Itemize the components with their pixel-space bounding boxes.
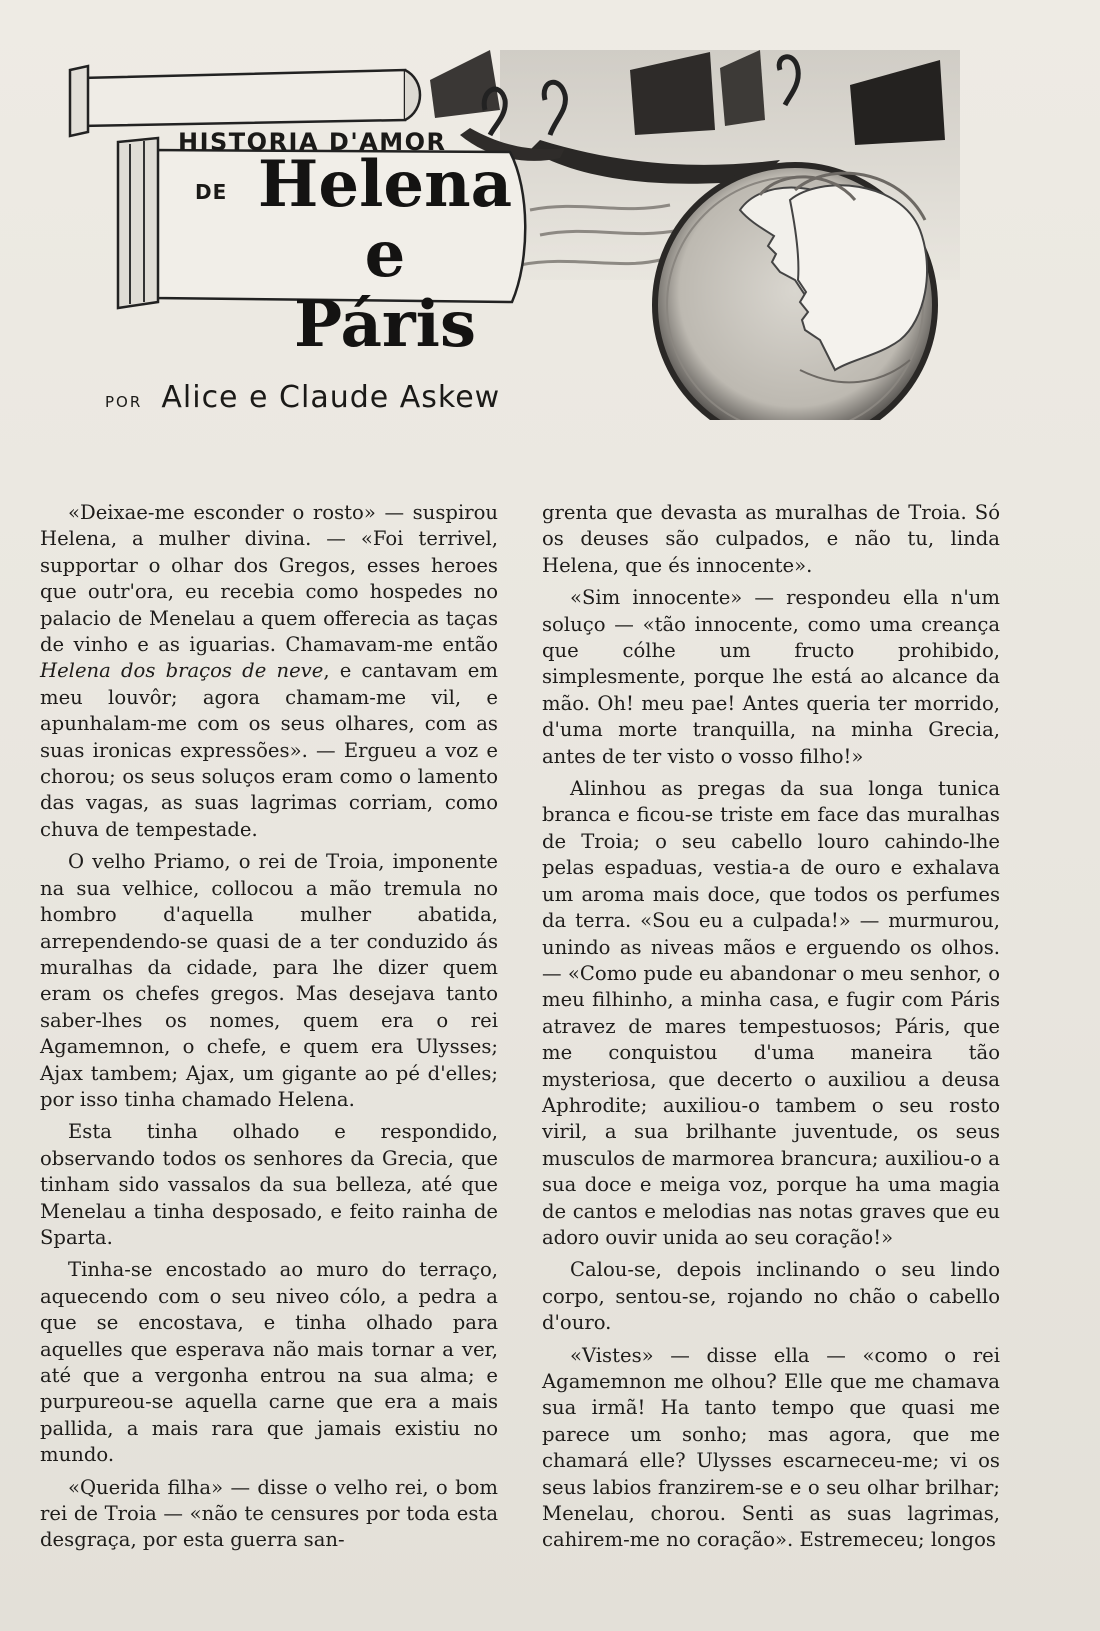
left-column <box>40 500 498 1554</box>
header-illustration <box>60 40 980 420</box>
byline-authors: Alice e Claude Askew <box>161 380 501 415</box>
paragraph-text: , e cantavam em meu louvôr; agora chamam-me vil, e apunhalam-me com os seus olhares, com as suas ironicas expressões». — Ergueu a voz e chorou; os seus soluços eram como o lamento das vagas, as suas lagrimas corriam, como chuva de tempestade. <box>40 659 498 841</box>
byline-prefix: POR <box>105 393 143 411</box>
paragraph: grenta que devasta as muralhas de Troia. Só os deuses são culpados, e não tu, linda Helena, que és innocente». <box>542 501 1000 577</box>
article-title <box>250 147 520 362</box>
paragraph: «Sim innocente» — respondeu ella n'um soluço — «tão innocente, como uma creança que cólhe um fructo prohibido, simplesmente, porque lhe está ao alcance da mão. Oh! meu pae! Antes queria ter morrido, d'uma morte tranquilla, na minha Grecia, antes de ter visto o vosso filho!» <box>542 586 1000 768</box>
paragraph: O velho Priamo, o rei de Troia, imponente na sua velhice, collocou a mão tremula no hombro d'aquella mulher abatida, arrependendo-se quasi de a ter conduzido ás muralhas da cidade, para lhe dizer quem eram os chefes gregos. Mas desejava tanto saber-lhes os nomes, quem era o rei Agamemnon, o chefe, e quem era Ulysses; Ajax tambem; Ajax, um gigante ao pé d'elles; por isso tinha chamado Helena. <box>40 850 498 1111</box>
italic-phrase: Helena dos braços de neve <box>40 659 324 683</box>
ships-and-medallion-illustration <box>60 40 980 420</box>
byline <box>105 380 500 415</box>
series-title: HISTORIA D'AMOR <box>178 128 447 156</box>
paragraph-text: «Deixae-me esconder o rosto» — suspirou Helena, a mulher divina. — «Foi terrivel, supportar o olhar dos Gregos, esses heroes que outr'ora, eu recebia como hospedes no palacio de Menelau a quem offerecia as taças de vinho e as iguarias. Chamavam-me então <box>40 501 498 657</box>
paragraph: «Vistes» — disse ella — «como o rei Agamemnon me olhou? Elle que me chamava sua irmã! Ha tanto tempo que quasi me parece um sonho; mas agora, que me chamará elle? Ulysses escarneceu-me; vi os seus labios franzirem-se e o seu olhar brilhar; Menelau, chorou. Senti as suas lagrimas, cahirem-me no coração». Estremeceu; longos <box>542 1343 1000 1552</box>
title-line-1: Helena e <box>257 147 513 292</box>
paragraph <box>40 500 498 843</box>
paragraph: Tinha-se encostado ao muro do terraço, aquecendo com o seu niveo cólo, a pedra a que se encostava, e tinha olhado para aquelles que esperava não mais tornar a ver, até que a vergonha entrou na sua alma; e purpureou-se aquella carne que era a mais pallida, a mais rara que jamais existiu no mundo. <box>40 1258 498 1467</box>
right-column <box>542 500 1000 1554</box>
paragraph: Calou-se, depois inclinando o seu lindo corpo, sentou-se, rojando no chão o cabello d'ouro. <box>542 1258 1000 1335</box>
paragraph: Esta tinha olhado e respondido, observando todos os senhores da Grecia, que tinham sido vassalos da sua belleza, até que Menelau a tinha desposado, e feito rainha de Sparta. <box>40 1120 498 1249</box>
paragraph: «Querida filha» — disse o velho rei, o bom rei de Troia — «não te censures por toda esta desgraça, por esta guerra san- <box>40 1475 498 1552</box>
title-line-2: Páris <box>294 287 476 362</box>
title-preposition: DE <box>195 180 228 204</box>
paragraph: Alinhou as pregas da sua longa tunica branca e ficou-se triste em face das muralhas de Troia; o seu cabello louro cahindo-lhe pelas espaduas, vestia-a de ouro e exhalava um aroma mais doce, que todos os perfumes da terra. «Sou eu a culpada!» — murmurou, unindo as niveas mãos e erguendo os olhos. — «Como pude eu abandonar o meu senhor, o meu filhinho, a minha casa, e fugir com Páris atravez de mares tempestuosos; Páris, que me conquistou d'uma maneira tão mysteriosa, que decerto o auxiliou a deusa Aphrodite; auxiliou-o tambem o seu rosto viril, a sua brilhante juventude, os seus musculos de marmorea brancura; auxiliou-o a sua doce e meiga voz, porque ha uma magia de cantos e melodias nas notas graves que eu adoro ouvir unida ao seu coração!» <box>542 777 1000 1249</box>
